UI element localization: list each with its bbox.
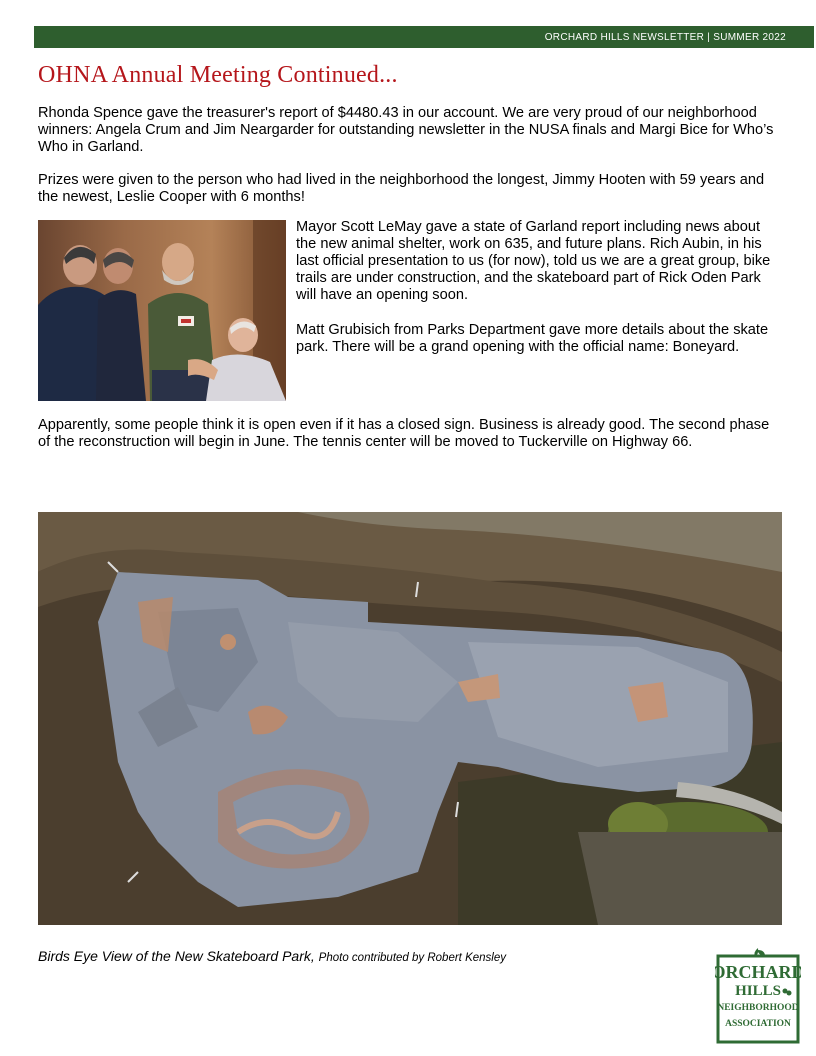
svg-text:NEIGHBORHOOD: NEIGHBORHOOD <box>717 1003 799 1013</box>
article-title: OHNA Annual Meeting Continued... <box>38 62 398 88</box>
svg-text:ORCHARD: ORCHARD <box>715 962 801 982</box>
paragraph-business-update: Apparently, some people think it is open even if it has a closed sign. Business is already good. The second phase of the reconstruction will begin in June. The tennis center will be moved to Tuckerville on Highway 66. <box>38 417 770 450</box>
skatepark-aerial-photo <box>38 512 782 925</box>
paragraph-treasurer-report: Rhonda Spence gave the treasurer's report of $4480.43 in our account. We are very proud of our neighborhood winners: Angela Crum and Jim Neargarder for outstanding newsletter in the NUSA finals and Margi Bice for Who’s Who in Garland. <box>38 105 774 155</box>
photo-caption-credit: Photo contributed by Robert Kensley <box>318 952 506 964</box>
meeting-group-photo <box>38 220 286 401</box>
newsletter-header-bar <box>34 26 814 48</box>
ohna-logo <box>715 946 801 1044</box>
photo-caption-main: Birds Eye View of the New Skateboard Park, <box>38 948 315 964</box>
svg-text:ASSOCIATION: ASSOCIATION <box>725 1019 791 1029</box>
svg-text:HILLS: HILLS <box>735 983 781 999</box>
newsletter-header-text: ORCHARD HILLS NEWSLETTER | SUMMER 2022 <box>544 31 786 43</box>
paragraph-mayor-report: Mayor Scott LeMay gave a state of Garland report including news about the new animal shelter, work on 635, and future plans. Rich Aubin, in his last official presentation to us (for now), told us we are a great group, bike trails are under construction, and the skateboard part of Rick Oden Park will have an opening soon. <box>296 219 771 303</box>
paragraph-parks-department: Matt Grubisich from Parks Department gave more details about the skate park. There will be a grand opening with the official name: Boneyard. <box>296 322 769 355</box>
photo-caption <box>38 948 506 964</box>
paragraph-prizes: Prizes were given to the person who had lived in the neighborhood the longest, Jimmy Hooten with 59 years and the newest, Leslie Cooper with 6 months! <box>38 172 765 205</box>
